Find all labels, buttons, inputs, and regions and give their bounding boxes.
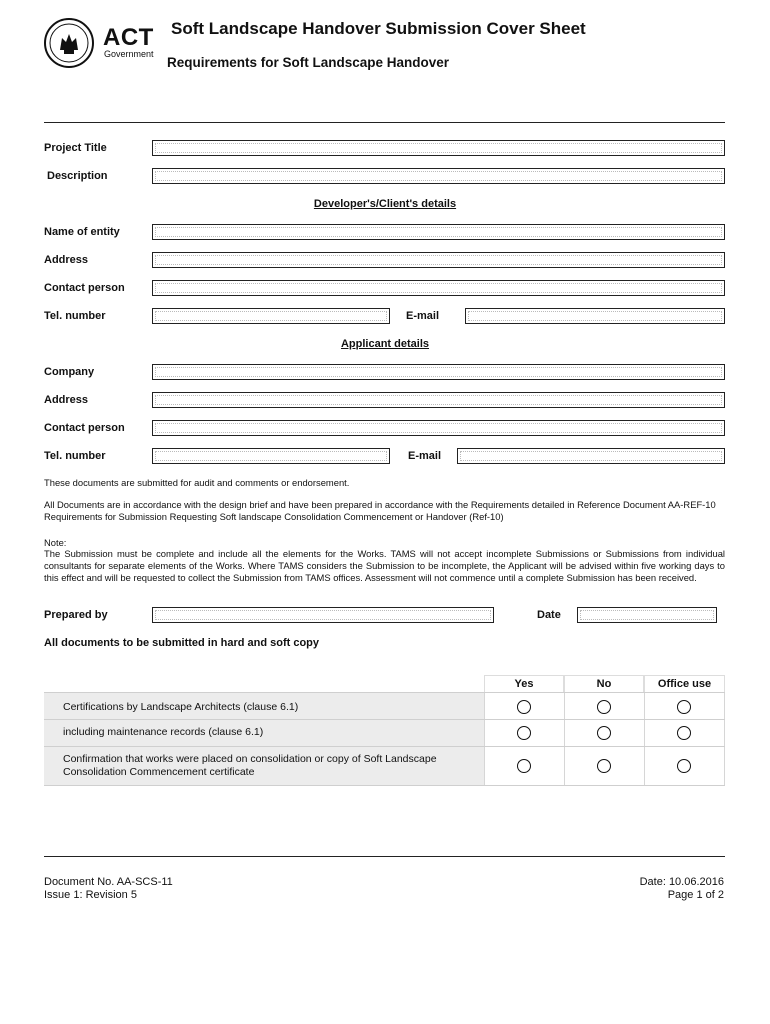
entity-field[interactable] bbox=[152, 224, 725, 240]
developer-address-field[interactable] bbox=[152, 252, 725, 268]
footer-date: Date: 10.06.2016 bbox=[639, 876, 724, 888]
developer-heading: Developer's/Client's details bbox=[313, 198, 457, 210]
act-crest-logo bbox=[44, 18, 94, 68]
developer-email-label: E-mail bbox=[406, 310, 440, 322]
accordance-text: All Documents are in accordance with the design brief and have been prepared in accordance with the Requirements detailed in Reference Document AA-REF-10 Requirements for Submission Requesting Soft landscape Consolidation Commencement or Handover (Ref-10) bbox=[44, 499, 716, 522]
applicant-tel-field[interactable] bbox=[152, 448, 390, 464]
project-title-field[interactable] bbox=[152, 140, 725, 156]
description-label: Description bbox=[47, 170, 108, 182]
radio-office-use[interactable] bbox=[677, 726, 691, 740]
applicant-email-field[interactable] bbox=[457, 448, 725, 464]
developer-tel-field[interactable] bbox=[152, 308, 390, 324]
table-row bbox=[44, 747, 725, 786]
row-label-maintenance: including maintenance records (clause 6.1) bbox=[63, 726, 264, 738]
applicant-heading: Applicant details bbox=[340, 338, 430, 350]
note-body: The Submission must be complete and include all the elements for the Works. TAMS will not accept incomplete Submissions or Submissions from individual consultants for separate elements of the Works. Where TAMS considers the Submission to be incomplete, the Applicant will be advised within five working days to this effect and will be requested to collect the Submission from TAMS offices. Assessment will not commence until a complete Submission has been received. bbox=[44, 548, 725, 583]
radio-no[interactable] bbox=[597, 700, 611, 714]
prepared-by-label: Prepared by bbox=[44, 609, 108, 621]
company-field[interactable] bbox=[152, 364, 725, 380]
footer-divider bbox=[44, 856, 725, 857]
document-number: Document No. AA-SCS-11 bbox=[44, 876, 173, 888]
page-subtitle: Requirements for Soft Landscape Handover bbox=[167, 55, 450, 70]
applicant-contact-label: Contact person bbox=[44, 422, 125, 434]
audit-text: These documents are submitted for audit and comments or endorsement. bbox=[44, 477, 350, 488]
column-header-yes: Yes bbox=[484, 675, 564, 693]
row-label-confirmation: Confirmation that works were placed on consolidation or copy of Soft Landscape Consolidation Commencement certificate bbox=[63, 753, 437, 778]
applicant-address-field[interactable] bbox=[152, 392, 725, 408]
applicant-tel-label: Tel. number bbox=[44, 450, 106, 462]
description-field[interactable] bbox=[152, 168, 725, 184]
page-title: Soft Landscape Handover Submission Cover Sheet bbox=[171, 19, 586, 38]
row-label-certifications: Certifications by Landscape Architects (clause 6.1) bbox=[63, 701, 299, 713]
developer-email-field[interactable] bbox=[465, 308, 725, 324]
company-label: Company bbox=[44, 366, 95, 378]
developer-tel-label: Tel. number bbox=[44, 310, 106, 322]
applicant-email-label: E-mail bbox=[408, 450, 442, 462]
applicant-address-label: Address bbox=[44, 394, 89, 406]
copy-note: All documents to be submitted in hard and soft copy bbox=[44, 637, 320, 649]
developer-contact-field[interactable] bbox=[152, 280, 725, 296]
radio-office-use[interactable] bbox=[677, 759, 691, 773]
table-row bbox=[44, 692, 725, 720]
radio-office-use[interactable] bbox=[677, 700, 691, 714]
radio-yes[interactable] bbox=[517, 726, 531, 740]
radio-yes[interactable] bbox=[517, 759, 531, 773]
issue-revision: Issue 1: Revision 5 bbox=[44, 889, 137, 901]
column-header-office-use: Office use bbox=[644, 675, 725, 693]
project-title-label: Project Title bbox=[44, 142, 107, 154]
radio-yes[interactable] bbox=[517, 700, 531, 714]
developer-address-label: Address bbox=[44, 254, 89, 266]
note-label: Note: bbox=[44, 537, 67, 548]
logo-subtext: Government bbox=[104, 49, 154, 59]
page-number: Page 1 of 2 bbox=[667, 889, 724, 901]
entity-label: Name of entity bbox=[44, 226, 120, 238]
prepared-by-field[interactable] bbox=[152, 607, 494, 623]
table-row bbox=[44, 720, 725, 747]
crest-icon bbox=[46, 20, 92, 66]
applicant-contact-field[interactable] bbox=[152, 420, 725, 436]
developer-contact-label: Contact person bbox=[44, 282, 125, 294]
date-field[interactable] bbox=[577, 607, 717, 623]
column-header-no: No bbox=[564, 675, 644, 693]
logo-text: ACT bbox=[103, 24, 154, 51]
header-divider bbox=[44, 122, 725, 123]
date-label: Date bbox=[537, 609, 561, 621]
radio-no[interactable] bbox=[597, 726, 611, 740]
radio-no[interactable] bbox=[597, 759, 611, 773]
